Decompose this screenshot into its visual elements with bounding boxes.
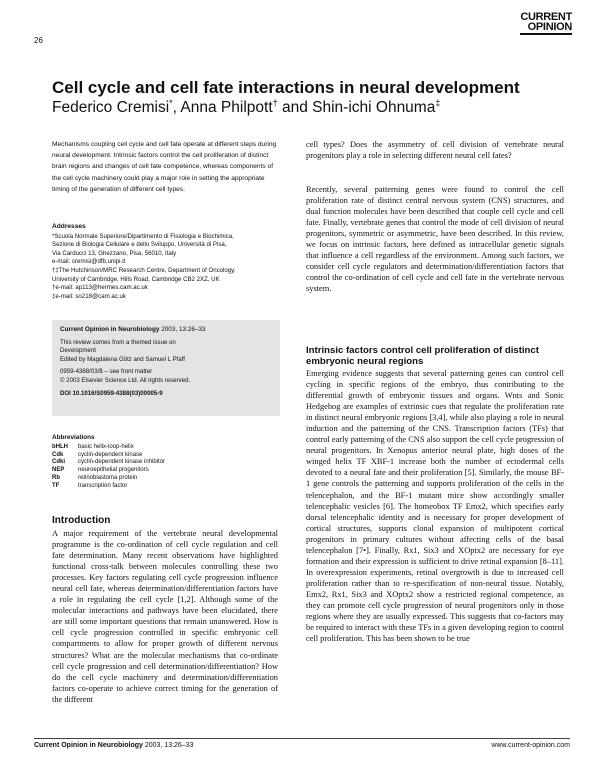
logo-line-1: CURRENT — [520, 11, 572, 23]
abstract-text: Mechanisms coupling cell cycle and cell fate operate at different steps during neural development. Intrinsic factors control the cell proliferation of distinct brain regions and changes of cell fate competence, whereas components of the cell cycle machinery could play a major role in setting the appropriate timing of the generation of different cell types. — [52, 141, 277, 193]
right-paragraph-3 — [306, 368, 564, 644]
infobox-copyright-line-1: 0959-4388/03/$ – see front matter — [60, 368, 153, 376]
logo-rule — [520, 33, 572, 35]
section-heading-intrinsic: Intrinsic factors control cell proliferation of distinct embryonic neural regions — [306, 345, 539, 367]
infobox-doi: DOI 10.1016/S0959-4388(03)00005-9 — [60, 389, 163, 397]
address-line: ‡e-mail: so218@cam.ac.uk — [52, 292, 126, 300]
abbreviation-definition: retinoblastoma protein — [78, 475, 138, 482]
abbreviation-term: NEP — [52, 467, 65, 474]
journal-info-box — [52, 320, 280, 416]
infobox-year-vol: 2003, 13:26–33 — [161, 326, 206, 333]
author-separator: and — [277, 99, 313, 117]
author-name: Federico Cremisi — [52, 99, 170, 117]
address-line: Sezione di Biologia Cellulare e dello Sviluppo, Università di Pisa, — [52, 241, 227, 249]
right-para3-text: Emerging evidence suggests that several patterning genes can control cell cycling in specific regions of the embryo, thus contributing to the differential growth of embryonic tissues and organs. Wnts and Sonic Hedgehog are examples of extrinsic cues that regulate the proliferation rate in distinct neural embryonic regions [3,4], while also playing a role in neural induction and the patterning of the CNS. Transcription factors (TFs) that control early patterning of the CNS also support the cell cycle progression of neural progenitors. In Xenopus anterior neural plate, high doses of the winged helix TF XBF-1 increase both the number of ectodermal cells devoted to a neural fate and their proliferation [5]. Similarly, the mouse BF-1 gene controls the patterning and supports proliferation of the cells in the telencephalon, and the BF-1 mutant mice show accordingly smaller telencephalic vesicles [6]. The homeobox TF Emx2, which specifies early dorsal telencephalic identity and is necessary for proper development of cortical structures, supports clonal expansion of multipotent cortical progenitors in primary cultures without affecting cells of the basal telencephalon [7•]. Finally, Rx1, Six3 and XOptx2 are necessary for eye formation and their expression is sufficient to drive retinal expansion [8–11]. In overexpression experiments, retinal overgrowth is due to increased cell proliferation rather than to re-specification of non-neural tissue. Notably, Emx2, Rx1, Six3 and XOptx2 show a restricted regional competence, as they can promote cell cycle progression of neural progenitors only in those regions where they are usually expressed. This suggests that co-factors may be required to interact with these TFs in a given developing region to control cell proliferation. This has been shown to be true — [306, 369, 564, 644]
footer-volume: 2003, 13:26–33 — [144, 742, 194, 749]
right-para2-text: Recently, several patterning genes were found to control the cell proliferation rate of distinct central nervous system (CNS) structures, and dual function molecules have been described that couple cell cycle and cell fate. Finally, vertebrate genes that control the mode of cell division of neural progenitors, symmetric or asymmetric, have been described. In this review, we focus on intrinsic factors, here defined as intracellular genetic signals that influence a cell regardless of the environment. Among such factors, we consider cell cycle regulators and determination/differentiation factors that control the co-ordination of cell cycle and cell fate in the vertebrate nervous system. — [306, 185, 564, 294]
author-affiliation-mark: ‡ — [435, 98, 441, 108]
infobox-review-line-2: Development — [60, 347, 96, 355]
right-paragraph-1 — [306, 139, 564, 161]
address-line: Via Carducci 13, Ghezzano, Pisa, 56010, Italy — [52, 249, 177, 257]
abbreviation-row — [52, 475, 278, 483]
addresses-lines — [52, 233, 278, 302]
journal-logo — [520, 12, 572, 35]
address-line: †‡The Hutchinson/MRC Research Centre, Department of Oncology, — [52, 266, 236, 274]
abbreviation-definition: neuroepithelial progenitors — [78, 467, 149, 474]
logo-line-2: OPINION — [527, 21, 572, 33]
footer-citation — [34, 742, 194, 749]
footer-website: www.current-opinion.com — [491, 742, 570, 749]
right-para1-text: cell types? Does the asymmetry of cell division of vertebrate neural progenitors play a role in selecting different neural cell fates? — [306, 140, 564, 161]
addresses-block — [52, 223, 278, 301]
abbreviation-row — [52, 483, 278, 491]
abbreviation-row — [52, 452, 278, 460]
section-heading-block — [306, 345, 564, 369]
infobox-journal-line — [60, 326, 272, 335]
abbreviation-row — [52, 444, 278, 452]
author-name: Anna Philpott — [180, 99, 273, 117]
author-separator: , — [172, 99, 181, 117]
page-number: 26 — [34, 36, 43, 45]
abbreviation-term: TF — [52, 483, 60, 490]
address-line: University of Cambridge, Hills Road, Cambridge CB2 2XZ, UK — [52, 275, 220, 283]
infobox-review-line-3: Edited by Magdalena Götz and Samuel L Pfaff — [60, 355, 186, 363]
address-line: e-mail: cremisi@dfb.unipi.it — [52, 258, 126, 266]
abbreviation-term: Cdk — [52, 451, 64, 458]
abbreviations-block — [52, 434, 278, 491]
abbreviation-term: bHLH — [52, 443, 68, 450]
abbreviation-row — [52, 467, 278, 475]
abstract-block — [52, 139, 278, 195]
infobox-journal: Current Opinion in Neurobiology — [60, 326, 160, 333]
introduction-section — [52, 515, 278, 705]
abbreviation-definition: basic helix-loop-helix — [78, 443, 134, 450]
abbreviation-definition: transcription factor — [78, 483, 128, 490]
footer-journal: Current Opinion in Neurobiology — [34, 742, 143, 749]
abbreviation-definition: cyclin-dependent kinase — [78, 451, 143, 458]
author-list — [52, 98, 440, 117]
abbreviation-row — [52, 459, 278, 467]
author-affiliation-mark: † — [272, 98, 278, 108]
infobox-copyright-line-2: © 2003 Elsevier Science Ltd. All rights reserved. — [60, 376, 191, 384]
address-line: †e-mail: ap113@hermes.cam.ac.uk — [52, 284, 148, 292]
addresses-heading: Addresses — [52, 223, 86, 230]
article-title: Cell cycle and cell fate interactions in neural development — [52, 78, 520, 97]
infobox-review-line-1: This review comes from a themed issue on — [60, 338, 176, 346]
right-paragraph-2 — [306, 184, 564, 294]
address-line: *Scuola Normale Superiore/Dipartimento di Fisiologia e Biochimica, — [52, 232, 234, 240]
abbreviation-definition: cyclin-dependent kinase inhibitor — [78, 459, 166, 466]
author-affiliation-mark: * — [169, 98, 173, 108]
abbreviations-heading: Abbreviations — [52, 434, 95, 441]
abbreviations-list — [52, 444, 278, 491]
introduction-text: A major requirement of the vertebrate neural developmental programme is the co-ordination of cell cycle regulation and cell fate determination. Many recent observations have highlighted functional cross-talk between molecules controlling these two processes. Key factors regulating cell cycle progression influence neural cell fate, whereas determination/differentiation factors have a role in regulating the cell cycle [1,2]. Although some of the molecular interactions and pathways have been elucidated, there are still some important questions that remain unanswered. How is cell cycle progression controlled in specific embryonic cell compartments to allow for proper growth of different nervous structures? What are the molecular mechanisms that co-ordinate cell cycle progression and cell determination/differentiation? How do the cell cycle machinery and determination/differentiation factors co-operate to achieve correct timing for the generation of the different — [52, 529, 278, 704]
abbreviation-term: Cdki — [52, 459, 66, 466]
abbreviation-term: Rb — [52, 475, 60, 482]
introduction-heading: Introduction — [52, 515, 111, 526]
author-name: Shin-ichi Ohnuma — [312, 99, 436, 117]
footer-rule — [34, 738, 570, 739]
